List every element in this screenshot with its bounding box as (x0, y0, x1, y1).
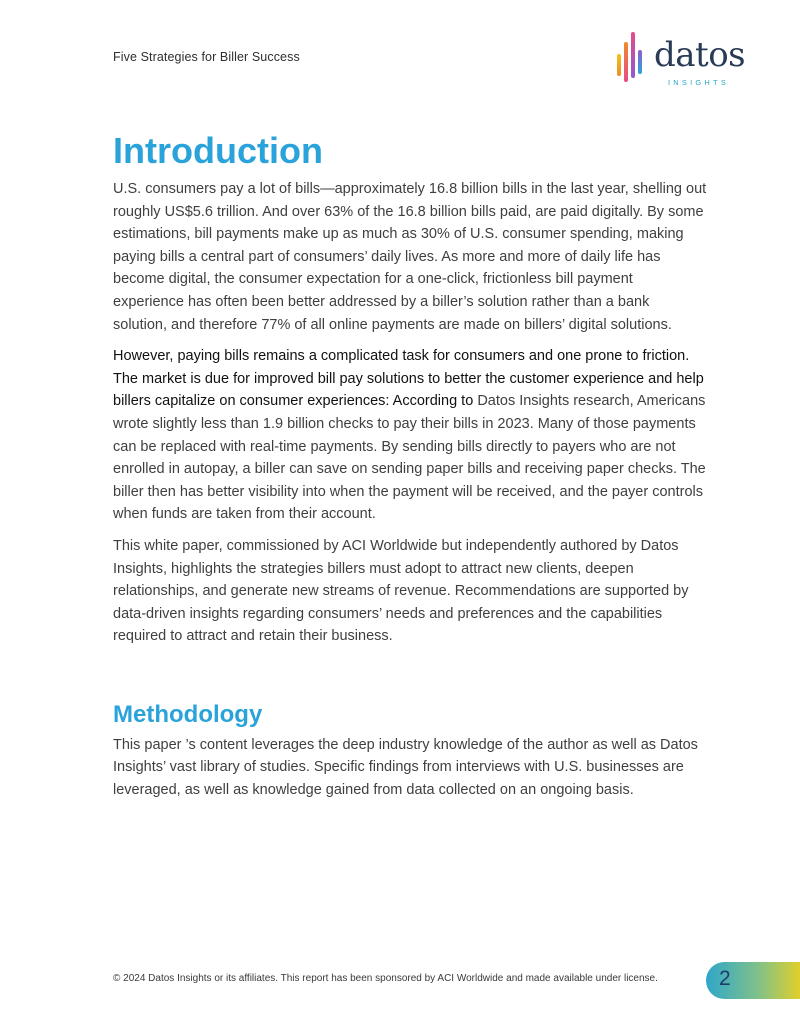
logo-subtext: INSIGHTS (668, 78, 730, 87)
datos-insights-logo (616, 32, 746, 88)
running-header-title: Five Strategies for Biller Success (113, 50, 300, 64)
logo-wordmark: datos (654, 35, 746, 75)
main-content (113, 128, 707, 802)
logo-bars-icon (616, 32, 644, 84)
intro-paragraph-2 (113, 345, 707, 526)
methodology-paragraph: This paper ’s content leverages the deep industry knowledge of the author as well as Datos Insights’ vast library of studies. Specific findings from interviews with U.S. businesses are leveraged, as well as knowledge gained from data collected on an ongoing basis. (113, 736, 698, 799)
methodology-heading: Methodology (113, 700, 263, 728)
intro-paragraph-2-rest: Datos Insights research, Americans wrote slightly less than 1.9 billion checks to pay their bills in 2023. Many of those payments can be replaced with real-time payments. By sending bills directly to payers who are not enrolled in autopay, a biller can save on sending paper bills and receiving paper checks. The biller then has better visibility into when the payment will be received, and the payer controls when funds are taken from their account. (113, 393, 706, 523)
page-number-tab (706, 962, 800, 999)
intro-paragraph-3: This white paper, commissioned by ACI Worldwide but independently authored by Datos Insights, highlights the strategies billers must adopt to attract new clients, deepen relationships, and generate new streams of revenue. Recommendations are supported by data-driven insights regarding consumers’ needs and preferences and the capabilities required to attract and retain their business. (113, 537, 689, 645)
introduction-heading: Introduction (113, 130, 323, 171)
page-number: 2 (719, 967, 731, 990)
intro-paragraph-1: U.S. consumers pay a lot of bills—approximately 16.8 billion bills in the last year, shelling out roughly US$5.6 trillion. And over 63% of the 16.8 billion bills paid, are paid digitally. By some estimations, bill payments make up as much as 30% of U.S. consumer spending, making paying bills a central part of consumers’ daily lives. As more and more of daily life has become digital, the consumer expectation for a one-click, frictionless bill payment experience has often been better addressed by a biller’s solution rather than a bank solution, and therefore 77% of all online payments are made on billers’ digital solutions. (113, 181, 707, 333)
intro-paragraph-2-lead: However, paying bills remains a complicated task for consumers and one prone to friction. The market is due for improved bill pay solutions to better the customer experience and help billers capitalize on consumer experiences: According to (113, 348, 704, 410)
footer-copyright: © 2024 Datos Insights or its affiliates. This report has been sponsored by ACI Worldwide and made available under license. (113, 973, 658, 984)
